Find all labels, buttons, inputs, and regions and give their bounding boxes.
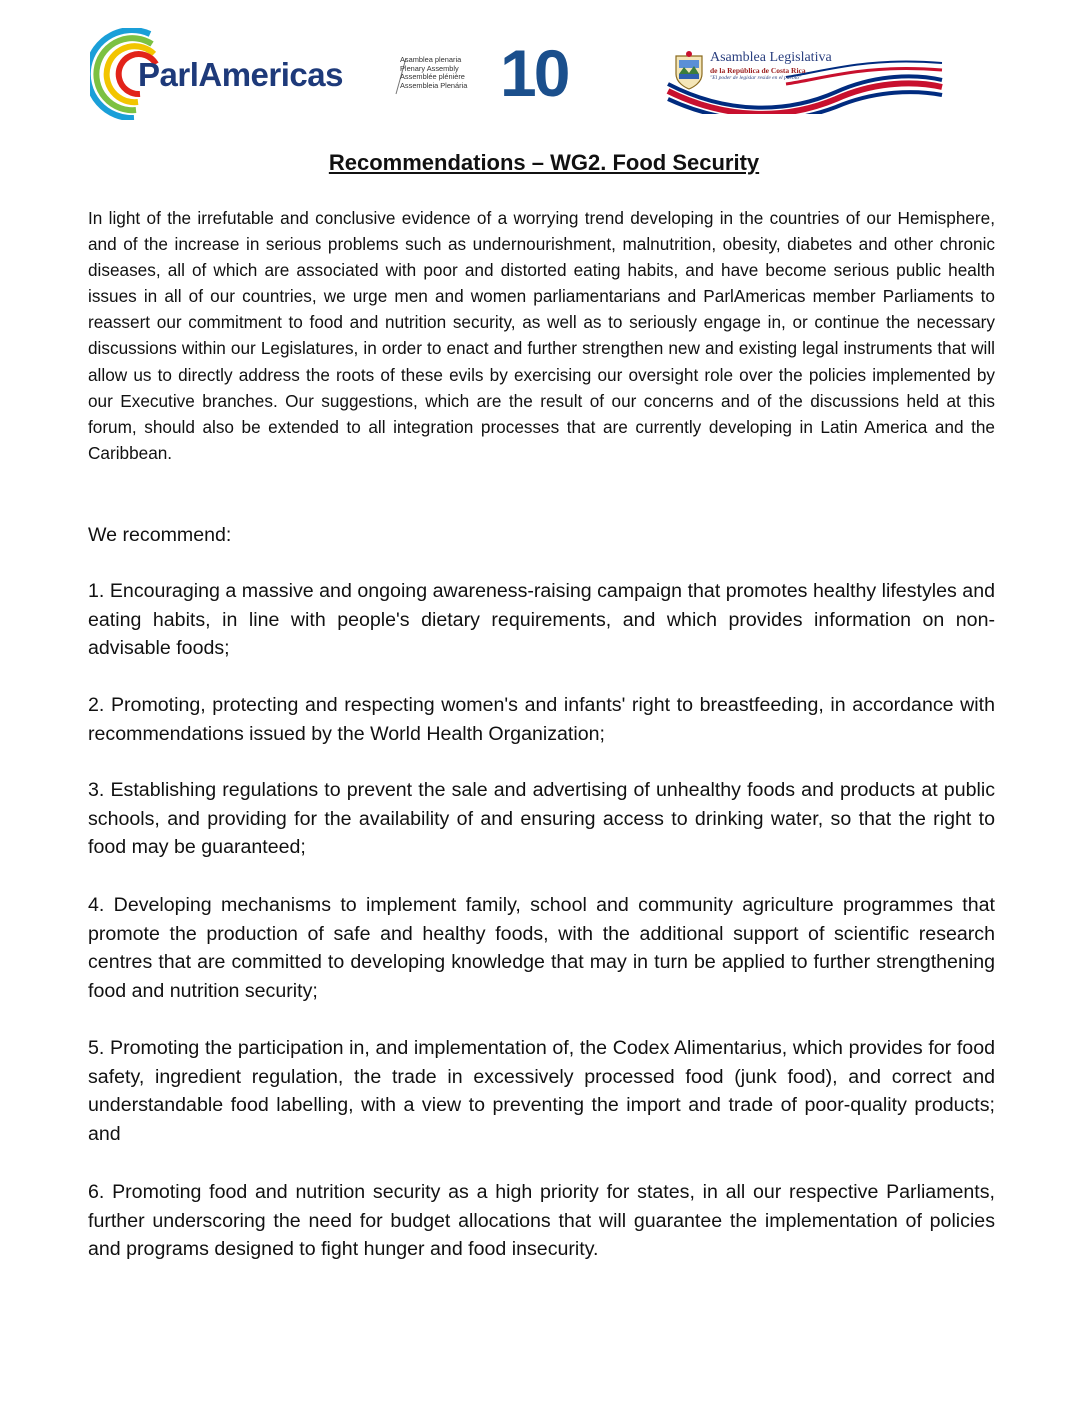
recommendation-2: 2. Promoting, protecting and respecting women's and infants' right to breastfeeding, in accordance with recommendations issued by the World Health Organization; [88, 694, 995, 745]
intro-paragraph: In light of the irrefutable and conclusive evidence of a worrying trend developing in the countries of our Hemisphere, and of the increase in serious problems such as undernourishment, malnutrition, obesity, diabetes and other chronic diseases, all of which are associated with poor and distorted eating habits, and have become serious public health issues in all of our countries, we urge men and women parliamentarians and ParlAmericas member Parliaments to reassert our commitment to food and nutrition security, as well as to seriously engage in, or continue the necessary discussions within our Legislatures, in order to enact and further strengthen new and existing legal instruments that will allow us to directly address the roots of these evils by exercising our oversight role over the policies implemented by our Executive branches. Our suggestions, which are the result of our concerns and of the discussions held at this forum, should also be extended to all integration processes that are currently developing in Latin America and the Caribbean. [88, 208, 995, 463]
costa-rica-assembly-subtitle: de la República de Costa Rica [710, 66, 806, 75]
assembly-line-es: Asamblea plenaria [400, 55, 462, 64]
assembly-line-pt: Assembleia Plenária [400, 80, 468, 90]
costa-rica-seal-icon [672, 50, 706, 90]
page-header [0, 0, 1088, 125]
recommendation-6: 6. Promoting food and nutrition security as a high priority for states, in all our respective Parliaments, further underscoring the need for budget allocations that will guarantee the implementation of policies and programs designed to fight hunger and food insecurity. [88, 1181, 995, 1261]
recommendation-1: 1. Encouraging a massive and ongoing awareness-raising campaign that promotes healthy lifestyles and eating habits, in line with people's dietary requirements, and which provides information on non-advisable foods; [88, 580, 995, 660]
parlamericas-logo [90, 28, 400, 120]
costa-rica-motto: "El poder de legislar reside en el pueblo" [710, 75, 802, 81]
plenary-assembly-label [400, 56, 490, 90]
parlamericas-wordmark: ParlAmericas [138, 56, 343, 93]
assembly-line-en: Plenary Assembly [400, 63, 459, 73]
assembly-line-fr: Assemblée plénière [400, 72, 465, 82]
document-title: Recommendations – WG2. Food Security [328, 150, 760, 175]
recommendation-4: 4. Developing mechanisms to implement family, school and community agriculture programmes that promote the production of safe and healthy foods, with the additional support of scientific research centres that are committed to developing knowledge that may in turn be applied to further strengthening food and nutrition security; [88, 894, 995, 1003]
recommendation-5: 5. Promoting the participation in, and implementation of, the Codex Alimentarius, which provides for food safety, ingredient regulation, the trade in excessively processed food (junk food), and correct and understandable food labelling, with a view to preventing the import and trade of poor-quality products; and [88, 1037, 995, 1146]
edition-number: 10 [500, 36, 568, 110]
recommend-lead-in: We recommend: [88, 524, 232, 546]
costa-rica-assembly-title: Asamblea Legislativa [710, 50, 832, 65]
costa-rica-assembly-logo [666, 44, 946, 114]
recommendation-3: 3. Establishing regulations to prevent the sale and advertising of unhealthy foods and products at public schools, and providing for the availability of and ensuring access to drinking water, so that the right to food may be guaranteed; [88, 779, 995, 859]
